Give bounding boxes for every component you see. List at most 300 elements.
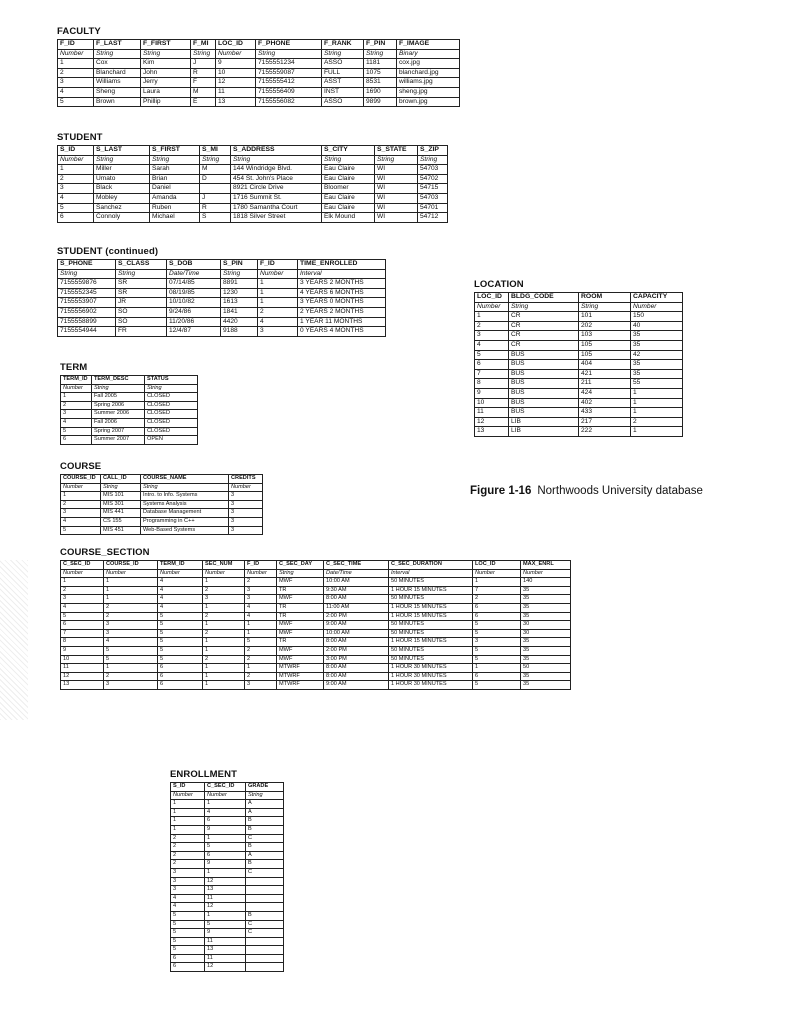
table-row-cell: 144 Windridge Blvd. [231,165,322,175]
table-row-cell: 1 [171,817,205,826]
table-row-cell: 13 [205,886,246,895]
table-row-cell: 5 [171,937,205,946]
table-row-cell: BUS [509,408,579,418]
table-row-cell: 1 [245,621,277,630]
table-row-cell: 1 HOUR 15 MINUTES [389,603,473,612]
column-header-row-cell: S_ID [58,146,94,156]
column-header-row-cell: CREDITS [229,475,263,484]
table-row-cell: 1 [203,621,245,630]
table-row-cell: 1 [205,911,246,920]
table-row-cell: CR [509,321,579,331]
table-row-cell: 4 [205,808,246,817]
column-type-row-cell: Number [58,49,94,59]
column-header-row-cell: S_ID [171,783,205,792]
table-row-cell: 2 [104,672,158,681]
table-row-cell: FULL [322,68,364,78]
table-row-cell: 1818 Silver Street [231,213,322,223]
table-row-cell: 3 [171,877,205,886]
term-section [60,362,198,445]
table-row-cell: 2 [171,851,205,860]
table-row-cell: 5 [473,655,521,664]
table-row [171,834,284,843]
table-row-cell: J [191,59,216,69]
table-row-cell: 1 [475,312,509,322]
table-row-cell: 2 [245,646,277,655]
table-row [61,578,571,587]
table-row-cell: MWF [277,646,324,655]
column-type-row-cell: String [200,155,231,165]
table-row-cell: 8921 Circle Drive [231,184,322,194]
table-row-cell: 1690 [364,87,397,97]
table-row-cell: BUS [509,360,579,370]
table-row-cell: 2 [203,586,245,595]
column-type-row-cell: Number [473,569,521,578]
table-row [61,586,571,595]
column-header-row [61,561,571,570]
scan-shadow [0,560,28,720]
column-header-row-cell: S_ZIP [418,146,448,156]
table-row [61,629,571,638]
table-row-cell: B [246,843,284,852]
table-row-cell: 35 [521,612,571,621]
table-row-cell: 1 HOUR 30 MINUTES [389,672,473,681]
table-row-cell: 7155553907 [58,298,116,308]
table-row [171,937,284,946]
column-type-row-cell: Date/Time [167,269,221,279]
table-row-cell: 5 [158,629,203,638]
table-row-cell: 3 [229,517,263,526]
table-row [171,954,284,963]
table-row [171,886,284,895]
table-row-cell: 12 [205,903,246,912]
table-row [171,894,284,903]
column-header-row-cell: F_ID [245,561,277,570]
table-row-cell: 6 [61,621,104,630]
table-row-cell: E [191,97,216,107]
column-type-row-cell: Number [61,384,92,393]
table-row-cell: 13 [205,946,246,955]
table-row-cell: 5 [158,646,203,655]
table-row-cell: 3 [229,509,263,518]
table-row [475,312,683,322]
column-type-row-cell: Number [216,49,256,59]
table-row-cell: 8:00 AM [324,664,389,673]
table-row-cell: 3 [171,868,205,877]
table-row [61,410,198,419]
column-type-row [171,791,284,800]
table-row-cell: 35 [521,586,571,595]
column-header-row-cell: GRADE [246,783,284,792]
course-table [60,474,263,535]
table-row-cell: 1 [203,603,245,612]
table-row-cell: 2 [58,68,94,78]
table-row-cell: 1230 [221,288,258,298]
column-header-row-cell: C_SEC_DAY [277,561,324,570]
column-type-row-cell: String [246,791,284,800]
column-header-row-cell: S_CITY [322,146,375,156]
table-row-cell: R [200,203,231,213]
column-header-row-cell: CALL_ID [101,475,141,484]
column-type-row [475,302,683,312]
table-row [171,911,284,920]
table-row-cell: 3 [58,78,94,88]
table-row-cell: 4 [158,603,203,612]
table-row-cell: Brown [94,97,141,107]
table-row-cell: Umato [94,174,150,184]
table-row-cell: 9:00 AM [324,681,389,690]
table-row-cell: CLOSED [145,418,198,427]
table-row [171,800,284,809]
table-row-cell: 9 [205,860,246,869]
table-row-cell: 2 [61,500,101,509]
table-row [61,603,571,612]
table-row [58,327,386,337]
student-table [57,145,448,223]
table-row-cell: TR [277,586,324,595]
column-header-row-cell: S_LAST [94,146,150,156]
table-row [171,946,284,955]
table-row [171,868,284,877]
table-row-cell: 4 [245,612,277,621]
column-type-row-cell: String [322,49,364,59]
table-row-cell: 202 [579,321,631,331]
table-row-cell: 5 [104,655,158,664]
column-type-row-cell: Binary [397,49,460,59]
table-row-cell: TR [277,612,324,621]
table-row-cell: Eau Claire [322,174,375,184]
table-row-cell: WI [375,193,418,203]
table-row-cell: 1 HOUR 30 MINUTES [389,664,473,673]
table-row-cell: 5 [171,946,205,955]
table-row-cell: 1 [61,393,92,402]
column-type-row-cell: Date/Time [324,569,389,578]
table-row-cell: 11 [205,954,246,963]
table-row-cell: 4 [475,340,509,350]
column-header-row-cell: SEC_NUM [203,561,245,570]
table-row-cell: 35 [631,360,683,370]
column-type-row-cell: String [101,483,141,492]
table-row-cell: MWF [277,655,324,664]
column-type-row-cell: Number [104,569,158,578]
column-type-row-cell: Interval [389,569,473,578]
table-row [61,612,571,621]
table-row-cell: 1613 [221,298,258,308]
table-row-cell: 3 [61,595,104,604]
table-row-cell: 4 [58,87,94,97]
course-section-title: COURSE_SECTION [60,547,150,558]
table-row-cell: MWF [277,629,324,638]
table-row-cell: 9 [205,825,246,834]
student-continued-title: STUDENT (continued) [57,246,159,257]
table-row-cell [246,903,284,912]
table-row-cell: sheng.jpg [397,87,460,97]
column-type-row-cell: String [509,302,579,312]
table-row-cell: Bloomer [322,184,375,194]
table-row [61,436,198,445]
table-row-cell: 8:00 AM [324,672,389,681]
table-row-cell: Amanda [150,193,200,203]
table-row-cell: Database Management [141,509,229,518]
table-row-cell: 1 HOUR 30 MINUTES [389,681,473,690]
table-row-cell: 5 [245,638,277,647]
table-row-cell: 103 [579,331,631,341]
table-row-cell: WI [375,213,418,223]
table-row-cell: 10/10/82 [167,298,221,308]
column-type-row-cell: Number [521,569,571,578]
table-row-cell: C [246,834,284,843]
table-row-cell: 2:00 PM [324,646,389,655]
table-row-cell: 1 [205,800,246,809]
course-section [60,461,263,535]
table-row-cell: LIB [509,427,579,437]
table-row-cell: 1 [245,664,277,673]
table-row-cell: Daniel [150,184,200,194]
column-header-row-cell: TERM_DESC [92,376,145,385]
table-row-cell: Web-Based Systems [141,526,229,535]
column-header-row-cell: F_MI [191,40,216,50]
table-row [61,509,263,518]
table-row-cell: 6 [205,851,246,860]
table-row-cell: 3 [104,629,158,638]
table-row [475,398,683,408]
table-row-cell: 7155556082 [256,97,322,107]
course-title: COURSE [60,461,102,472]
table-row-cell: Eau Claire [322,203,375,213]
table-row-cell: 30 [521,629,571,638]
table-row [58,59,460,69]
column-type-row-cell: String [375,155,418,165]
table-row-cell: 11/20/86 [167,317,221,327]
table-row-cell: 9:30 AM [324,586,389,595]
table-row-cell: J [200,193,231,203]
column-type-row-cell: String [418,155,448,165]
column-header-row-cell: LOC_ID [473,561,521,570]
table-row-cell: TR [277,603,324,612]
table-row-cell [246,894,284,903]
table-row-cell: 1 [104,664,158,673]
table-row-cell: A [246,800,284,809]
table-row-cell: 1181 [364,59,397,69]
table-row-cell: 1 [258,288,298,298]
table-row-cell: 4 [171,903,205,912]
table-row-cell: 2 [203,655,245,664]
table-row-cell: 1 HOUR 15 MINUTES [389,638,473,647]
table-row-cell: 2 [258,307,298,317]
table-row-cell: MIS 101 [101,492,141,501]
table-row-cell: MIS 301 [101,500,141,509]
table-row-cell: Sanchez [94,203,150,213]
column-type-row-cell: Number [229,483,263,492]
table-row-cell: 2 [203,629,245,638]
table-row-cell: 5 [58,97,94,107]
table-row-cell: 217 [579,417,631,427]
column-header-row-cell: STATUS [145,376,198,385]
table-row-cell: SO [116,307,167,317]
table-row-cell: 6 [158,681,203,690]
table-row [58,298,386,308]
table-row-cell: 2 [171,860,205,869]
table-row-cell: 42 [631,350,683,360]
table-row-cell: C [246,868,284,877]
column-type-row-cell: String [150,155,200,165]
column-type-row-cell: Number [58,155,94,165]
table-row-cell: BUS [509,369,579,379]
column-header-row-cell: S_DOB [167,260,221,270]
column-type-row-cell: Number [205,791,246,800]
table-row-cell: 6 [158,672,203,681]
column-type-row [58,269,386,279]
table-row-cell: 433 [579,408,631,418]
column-header-row-cell: F_IMAGE [397,40,460,50]
column-header-row-cell: LOC_ID [216,40,256,50]
column-header-row-cell: TERM_ID [158,561,203,570]
column-type-row-cell: Number [245,569,277,578]
table-row-cell: Summer 2007 [92,436,145,445]
table-row-cell: Summer 2006 [92,410,145,419]
table-row [61,500,263,509]
column-header-row [475,293,683,303]
table-row-cell: CLOSED [145,410,198,419]
table-row [61,664,571,673]
column-header-row [61,376,198,385]
table-row-cell [246,937,284,946]
table-row-cell: 404 [579,360,631,370]
table-row-cell: LIB [509,417,579,427]
table-row [171,929,284,938]
table-row-cell: M [191,87,216,97]
table-row-cell: 150 [631,312,683,322]
table-row-cell [246,886,284,895]
table-row-cell: Sheng [94,87,141,97]
table-row [58,97,460,107]
location-table [474,292,683,437]
table-row-cell: 5 [205,920,246,929]
table-row-cell: Intro. to Info. Systems [141,492,229,501]
table-row-cell: MTWRF [277,672,324,681]
table-row-cell: williams.jpg [397,78,460,88]
column-header-row-cell: CAPACITY [631,293,683,303]
table-row-cell: BUS [509,350,579,360]
table-row-cell: 50 MINUTES [389,595,473,604]
table-row-cell: 11 [216,87,256,97]
column-header-row-cell: S_PIN [221,260,258,270]
table-row-cell: Fall 2006 [92,418,145,427]
table-row-cell: CR [509,312,579,322]
table-row [58,213,448,223]
table-row-cell: 35 [521,595,571,604]
table-row-cell: TR [277,638,324,647]
table-row [58,279,386,289]
table-row [58,317,386,327]
table-row [171,825,284,834]
table-row [61,492,263,501]
table-row-cell: 6 [473,672,521,681]
table-row-cell: 1 [58,165,94,175]
table-row-cell: 8 [475,379,509,389]
table-row-cell: 3 [245,586,277,595]
faculty-title: FACULTY [57,26,101,37]
table-row-cell: 0 YEARS 4 MONTHS [298,327,386,337]
table-row-cell: Phillip [141,97,191,107]
table-row-cell: 50 MINUTES [389,655,473,664]
table-row [171,843,284,852]
table-row-cell: 12 [205,877,246,886]
table-row [475,388,683,398]
table-row-cell: SR [116,279,167,289]
table-row-cell: S [200,213,231,223]
table-row-cell: 5 [61,612,104,621]
table-row-cell: Black [94,184,150,194]
table-row-cell: 35 [521,646,571,655]
table-row-cell: 454 St. John's Place [231,174,322,184]
table-row-cell: 1 [203,672,245,681]
table-row-cell: 1 [245,629,277,638]
table-row-cell: 7155552345 [58,288,116,298]
table-row-cell: 1 [258,279,298,289]
table-row [171,920,284,929]
student-title: STUDENT [57,132,103,143]
table-row-cell: Systems Analysis [141,500,229,509]
table-row-cell: 7 [61,629,104,638]
column-type-row [61,384,198,393]
table-row-cell: 2 [58,174,94,184]
table-row-cell: 2 [171,843,205,852]
table-row-cell: Michael [150,213,200,223]
table-row-cell: 4 [58,193,94,203]
column-header-row-cell: C_SEC_ID [61,561,104,570]
table-row-cell: 5 [473,629,521,638]
table-row-cell: Eau Claire [322,193,375,203]
table-row-cell: 35 [521,655,571,664]
column-type-row-cell: Number [203,569,245,578]
table-row [171,817,284,826]
table-row-cell: SR [116,288,167,298]
table-row-cell: Laura [141,87,191,97]
table-row-cell: Eau Claire [322,165,375,175]
table-row-cell: CLOSED [145,427,198,436]
column-type-row-cell: String [94,49,141,59]
column-header-row-cell: LOC_ID [475,293,509,303]
table-row-cell: cox.jpg [397,59,460,69]
column-type-row-cell: Number [475,302,509,312]
table-row-cell: 7155554944 [58,327,116,337]
table-row [171,860,284,869]
table-row [58,193,448,203]
table-row-cell: 1 [171,825,205,834]
table-row-cell: Fall 2005 [92,393,145,402]
table-row-cell: 8891 [221,279,258,289]
table-row-cell: 8 [61,638,104,647]
column-type-row-cell: String [94,155,150,165]
table-row [171,808,284,817]
table-row-cell: 1 [61,492,101,501]
table-row-cell: 10 [216,68,256,78]
table-row-cell: 6 [171,963,205,972]
column-type-row [61,483,263,492]
table-row-cell: 2 [245,578,277,587]
table-row-cell: 11 [205,937,246,946]
table-row-cell: 140 [521,578,571,587]
table-row-cell: 4420 [221,317,258,327]
table-row-cell: BUS [509,398,579,408]
table-row-cell: 1 [205,834,246,843]
table-row-cell: 55 [631,379,683,389]
table-row-cell: 3 [229,492,263,501]
table-row-cell: 1 [104,595,158,604]
table-row-cell: SO [116,317,167,327]
table-row-cell: 2 [245,672,277,681]
column-type-row-cell: Number [258,269,298,279]
